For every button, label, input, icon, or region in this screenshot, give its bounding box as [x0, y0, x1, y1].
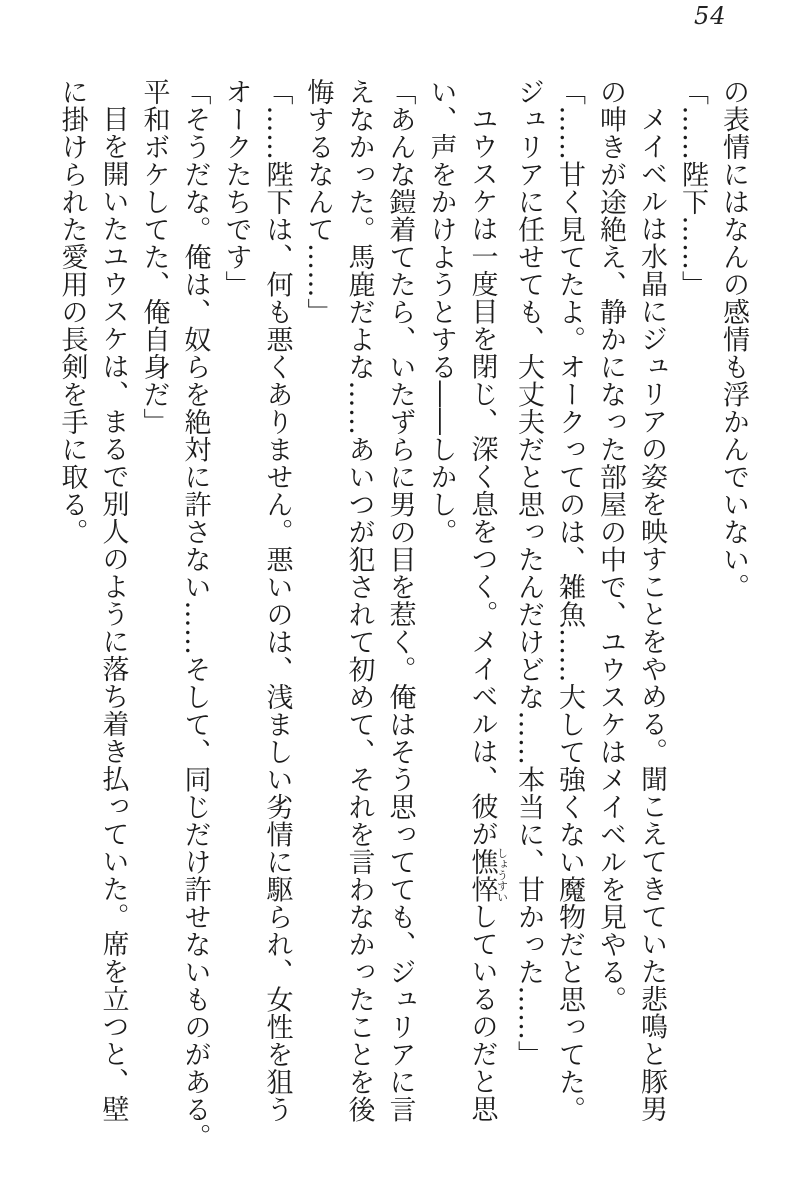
text-line: い、声をかけようとする――しかし。	[425, 78, 457, 546]
text-line: 「……陛下……」	[677, 78, 708, 298]
text-line: 「あんな鎧着てたら、いたずらに男の目を惹く。俺はそう思ってても、ジュリアに言	[384, 78, 416, 1123]
text-line: 「……陛下は、何も悪くありません。悪いのは、浅ましい劣情に駆られ、女性を狙う	[261, 78, 293, 1123]
text-line: ジュリアに任せても、大丈夫だと思ったんだけどな……本当に、甘かった……」	[513, 78, 544, 1068]
text-line: の呻きが途絶え、静かになった部屋の中で、ユウスケはメイベルを見やる。	[595, 78, 626, 1013]
text-line: 悔するなんて……」	[302, 78, 334, 326]
text-line: 平和ボケしてた、俺自身だ」	[138, 78, 170, 436]
text-line: に掛けられた愛用の長剣を手に取る。	[56, 78, 88, 546]
text-line: オークたちです」	[220, 78, 252, 298]
text-line: 目を開いたユウスケは、まるで別人のように落ち着き払っていた。席を立つと、壁	[97, 105, 129, 1123]
text-line: 「……甘く見てたよ。オークってのは、雑魚……大して強くない魔物だと思ってた。	[554, 78, 585, 1123]
text-line: えなかった。馬鹿だよな……あいつが犯されて初めて、それを言わなかったことを後	[343, 78, 375, 1123]
text-line: の表情にはなんの感情も浮かんでいない。	[718, 78, 749, 601]
ruby-annotation: 憔悴しょうすい	[466, 847, 509, 903]
text-line: メイベルは水晶にジュリアの姿を映すことをやめる。聞こえてきていた悲鳴と豚男	[636, 105, 667, 1123]
text-line: 「そうだな。俺は、奴らを絶対に許さない……そして、同じだけ許せないものがある。	[179, 78, 211, 1151]
page-number: 54	[694, 2, 727, 30]
text-line: ユウスケは一度目を閉じ、深く息をつく。メイベルは、彼が憔悴しょうすいしているのだと思	[466, 105, 509, 1123]
vertical-text-block	[52, 78, 755, 1168]
